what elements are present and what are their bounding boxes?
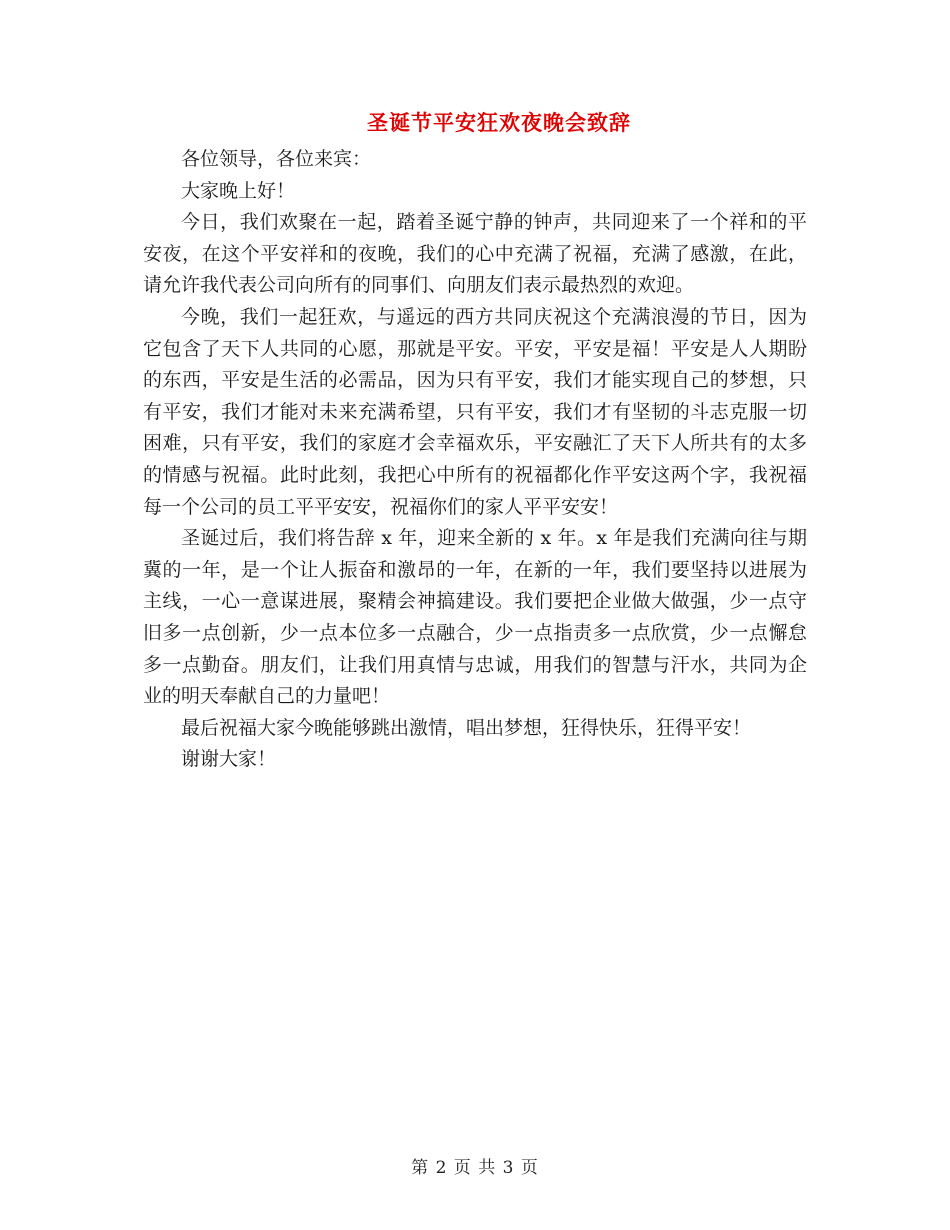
thanks-paragraph: 谢谢大家！ [181,748,277,771]
body-paragraph: 今晚，我们一起狂欢，与遥远的西方共同庆祝这个充满浪漫的节日，因为它包含了天下人共同的心愿，那就是平安。平安，平安是福！平安是人人期盼的东西，平安是生活的必需品，因为只有平安，我们才能实现自己的梦想，只有平安，我们才能对未来充满希望，只有平安，我们才有坚韧的斗志克服一切困难，只有平安，我们的家庭才会幸福欢乐，平安融汇了天下人所共有的太多的情感与祝福。此时此刻，我把心中所有的祝福都化作平安这两个字，我祝福每一个公司的员工平平安安，祝福你们的家人平平安安！ [143,305,807,518]
page-number-footer: 第 2 页 共 3 页 [411,1158,539,1178]
salutation-paragraph: 各位领导，各位来宾： [181,148,372,170]
body-paragraph: 圣诞过后，我们将告辞 x 年，迎来全新的 x 年。x 年是我们充满向往与期冀的一年，是一个让人振奋和激昂的一年，在新的一年，我们要坚持以进展为主线，一心一意谋进展，聚精会神搞建设。我们要把企业做大做强，少一点守旧多一点创新，少一点本位多一点融合，少一点指责多一点欣赏，少一点懈怠多一点勤奋。朋友们，让我们用真情与忠诚，用我们的智慧与汗水，共同为企业的明天奉献自己的力量吧！ [143,527,807,708]
document-title: 圣诞节平安狂欢夜晚会致辞 [367,110,631,135]
closing-paragraph: 最后祝福大家今晚能够跳出激情，唱出梦想，狂得快乐，狂得平安！ [181,716,752,739]
document-body [143,144,807,776]
body-paragraph: 今日，我们欢聚在一起，踏着圣诞宁静的钟声，共同迎来了一个祥和的平安夜，在这个平安祥和的夜晚，我们的心中充满了祝福，充满了感激，在此，请允许我代表公司向所有的同事们、向朋友们表示最热烈的欢迎。 [143,211,807,297]
greeting-paragraph: 大家晚上好！ [181,179,296,202]
